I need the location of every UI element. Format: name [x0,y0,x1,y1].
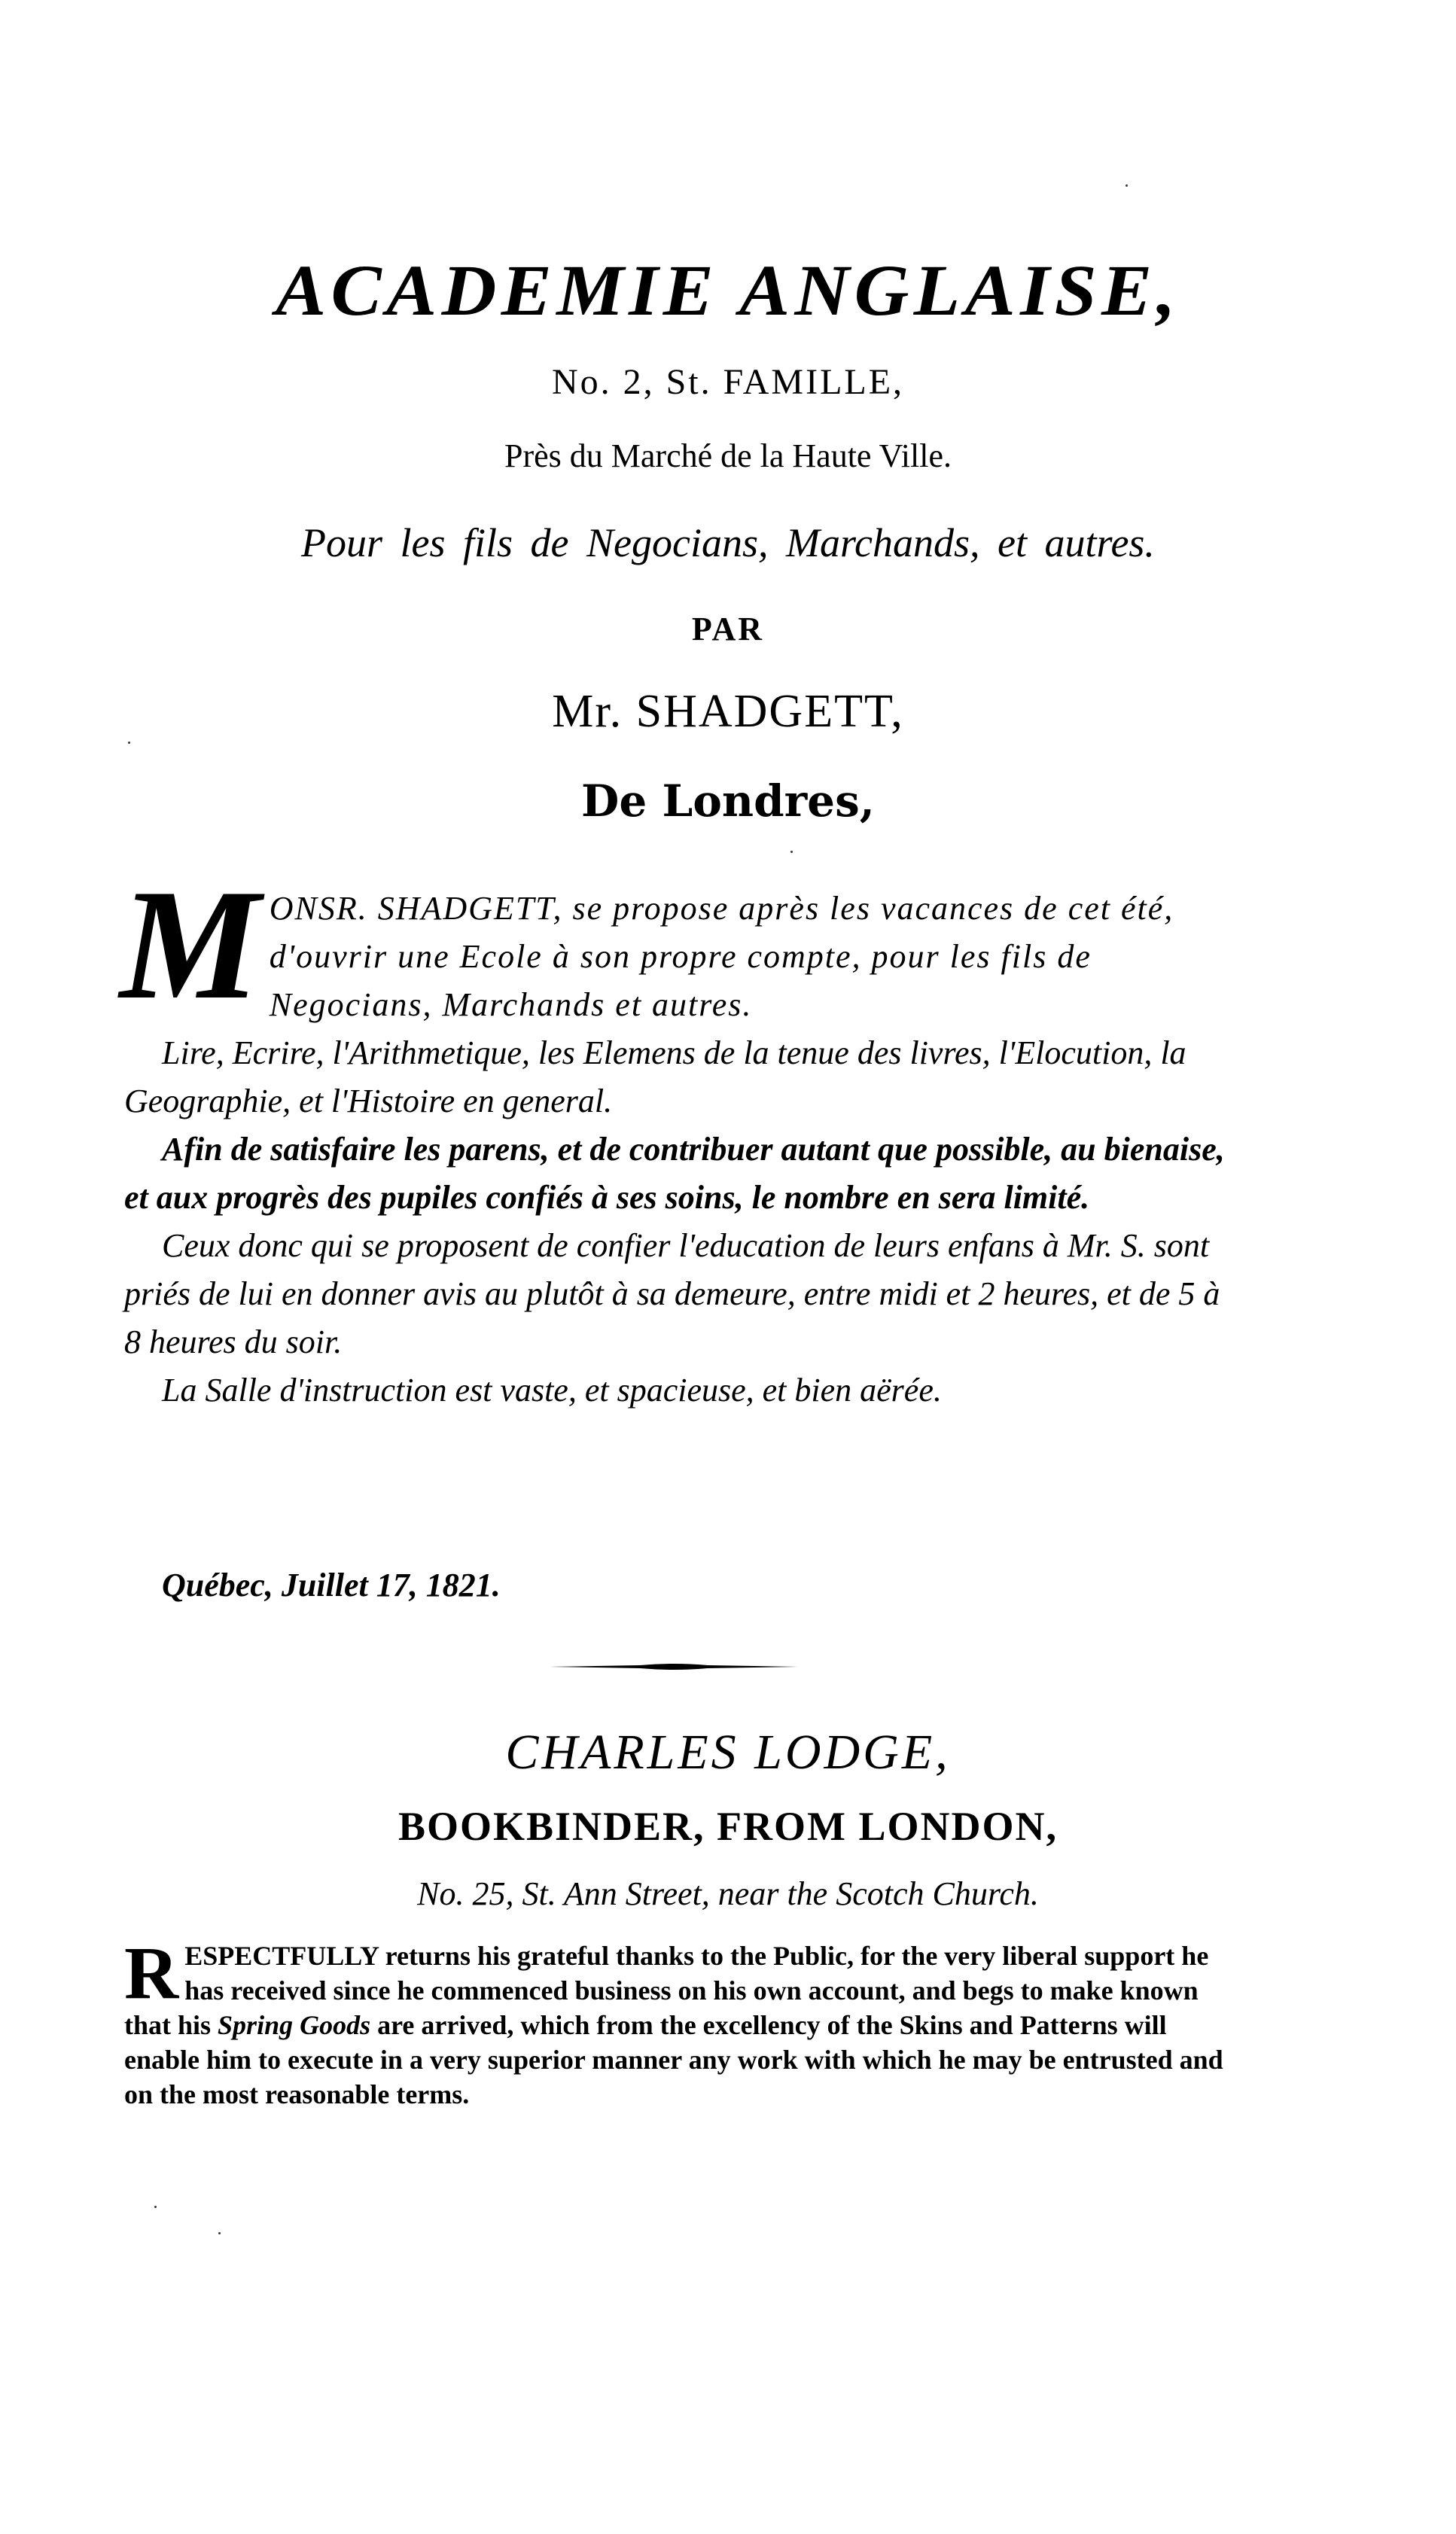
notice-text-after: are arrived, which from the excellency of the Skins and Patterns will enable him to execute in a very superior manner any work with which he may be entrusted and on the most reasonable terms. [124,2010,1223,2109]
subjects-paragraph: Lire, Ecrire, l'Arithmetique, les Elemens de la tenue des livres, l'Elocution, la Geographie, et l'Histoire en general. [124,1034,1186,1119]
drop-cap-m: M [120,857,260,1032]
request-paragraph: Ceux donc qui se proposent de confier l'education de leurs enfans à Mr. S. sont priés de lui en donner avis au plutôt à sa demeure, entre midi et 2 heures, et de 5 à 8 heures du soir. [124,1227,1220,1360]
limit-paragraph: Afin de satisfaire les parens, et de contribuer autant que possible, au bienaise, et aux progrès des pupiles confiés à ses soins, le nombre en sera limité. [124,1131,1225,1216]
bookbinder-trade: BOOKBINDER, FROM LONDON, [398,1804,1058,1849]
bookbinder-address: No. 25, St. Ann Street, near the Scotch Church. [417,1875,1039,1912]
notice-date: Québec, Juillet 17, 1821. [162,1567,501,1604]
paper-speck [154,2206,157,2208]
academy-notice-body [120,857,1238,1415]
academy-audience: Pour les fils de Negocians, Marchands, et autres. [301,520,1155,565]
room-paragraph: La Salle d'instruction est vaste, et spacieuse, et bien aërée. [162,1372,942,1409]
bookbinder-notice [124,1931,1238,2112]
spring-goods: Spring Goods [218,2010,371,2040]
by-label: PAR [691,611,765,647]
teacher-origin: De Londres, [581,775,875,827]
ornamental-divider [550,1662,798,1671]
paper-speck [1126,184,1128,187]
paper-speck [218,2232,221,2234]
teacher-name: Mr. SHADGETT, [552,686,904,737]
academy-location: Près du Marché de la Haute Ville. [504,437,952,474]
paper-speck [790,851,793,853]
intro-text: ONSR. SHADGETT, se propose après les vacances de cet été, d'ouvrir une Ecole à son propre compte, pour les fils de Negocians, Marchands et autres. [269,890,1174,1023]
drop-cap-r: R [124,1931,179,2015]
notice-text-before: ESPECTFULLY returns his grateful thanks to the Public, for the very liberal support he has received since he commenced business on his own account, and begs to make known that his [124,1941,1209,2040]
intro-paragraph [120,857,1238,1032]
academy-title: ACADEMIE ANGLAISE, [275,250,1181,330]
bookbinder-name: CHARLES LODGE, [505,1725,951,1780]
academy-address: No. 2, St. FAMILLE, [551,362,905,402]
paper-speck [128,742,130,744]
